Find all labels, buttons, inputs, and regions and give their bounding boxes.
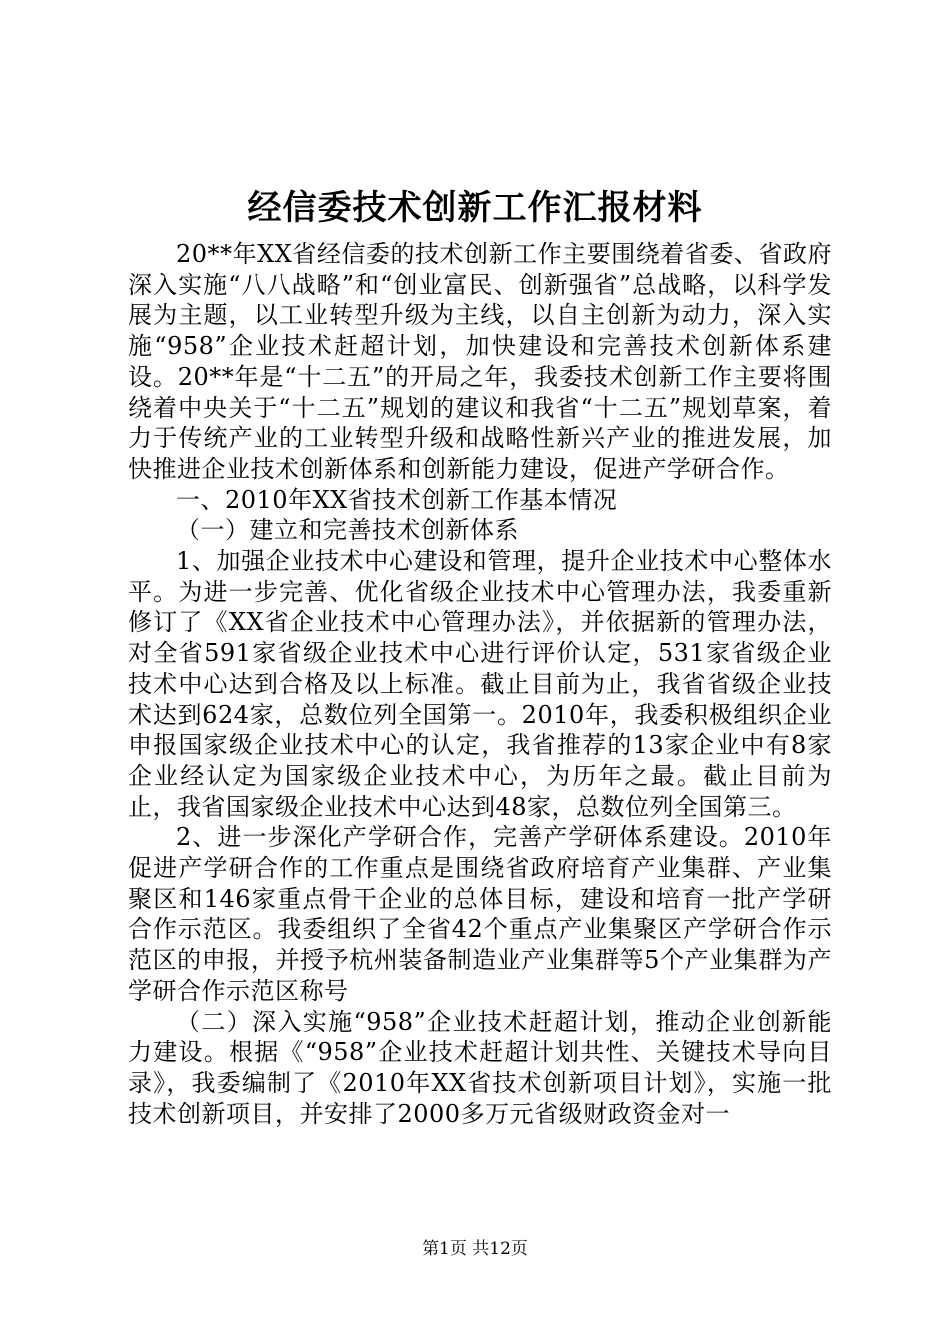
paragraph-industry-research: 2、进一步深化产学研合作，完善产学研体系建设。2010年促进产学研合作的工作重点是围绕省政府培育产业集群、产业集聚区和146家重点骨干企业的总体目标，建设和培育一批产学研合作示范区。我委组织了全省42个重点产业集聚区产学研合作示范区的申报，并授予杭州装备制造业产业集群等5个产业集群为产学研合作示范区称号 [128, 823, 832, 1005]
subsection-heading-1: （一）建立和完善技术创新体系 [176, 516, 519, 545]
document-title: 经信委技术创新工作汇报材料 [247, 188, 703, 228]
intro-paragraph: 20**年XX省经信委的技术创新工作主要围绕着省委、省政府深入实施“八八战略”和“创业富民、创新强省”总战略，以科学发展为主题，以工业转型升级为主线，以自主创新为动力，深入实施“958”企业技术赶超计划，加快建设和完善技术创新体系建设。20**年是“十二五”的开局之年，我委技术创新工作主要将围绕着中央关于“十二五”规划的建议和我省“十二五”规划草案，着力于传统产业的工业转型升级和战略性新兴产业的推进发展，加快推进企业技术创新体系和创新能力建设，促进产学研合作。 [128, 240, 832, 483]
paragraph-tech-center: 1、加强企业技术中心建设和管理，提升企业技术中心整体水平。为进一步完善、优化省级企业技术中心管理办法，我委重新修订了《XX省企业技术中心管理办法》，并依据新的管理办法，对全省591家省级企业技术中心进行评价认定，531家省级企业技术中心达到合格及以上标准。截止目前为止，我省省级企业技术达到624家，总数位列全国第一。2010年，我委积极组织企业申报国家级企业技术中心的认定，我省推荐的13家企业中有8家企业经认定为国家级企业技术中心，为历年之最。截止目前为止，我省国家级企业技术中心达到48家，总数位列全国第三。 [128, 547, 832, 821]
paragraph-958-plan: （二）深入实施“958”企业技术赶超计划，推动企业创新能力建设。根据《“958”企业技术赶超计划共性、关键技术导向目录》，我委编制了《2010年XX省技术创新项目计划》，实施一批技术创新项目，并安排了2000多万元省级财政资金对一 [128, 1007, 832, 1128]
section-heading-1: 一、2010年XX省技术创新工作基本情况 [176, 485, 618, 514]
page-footer: 第1页 共12页 [422, 1239, 528, 1259]
document-body [128, 239, 832, 1129]
